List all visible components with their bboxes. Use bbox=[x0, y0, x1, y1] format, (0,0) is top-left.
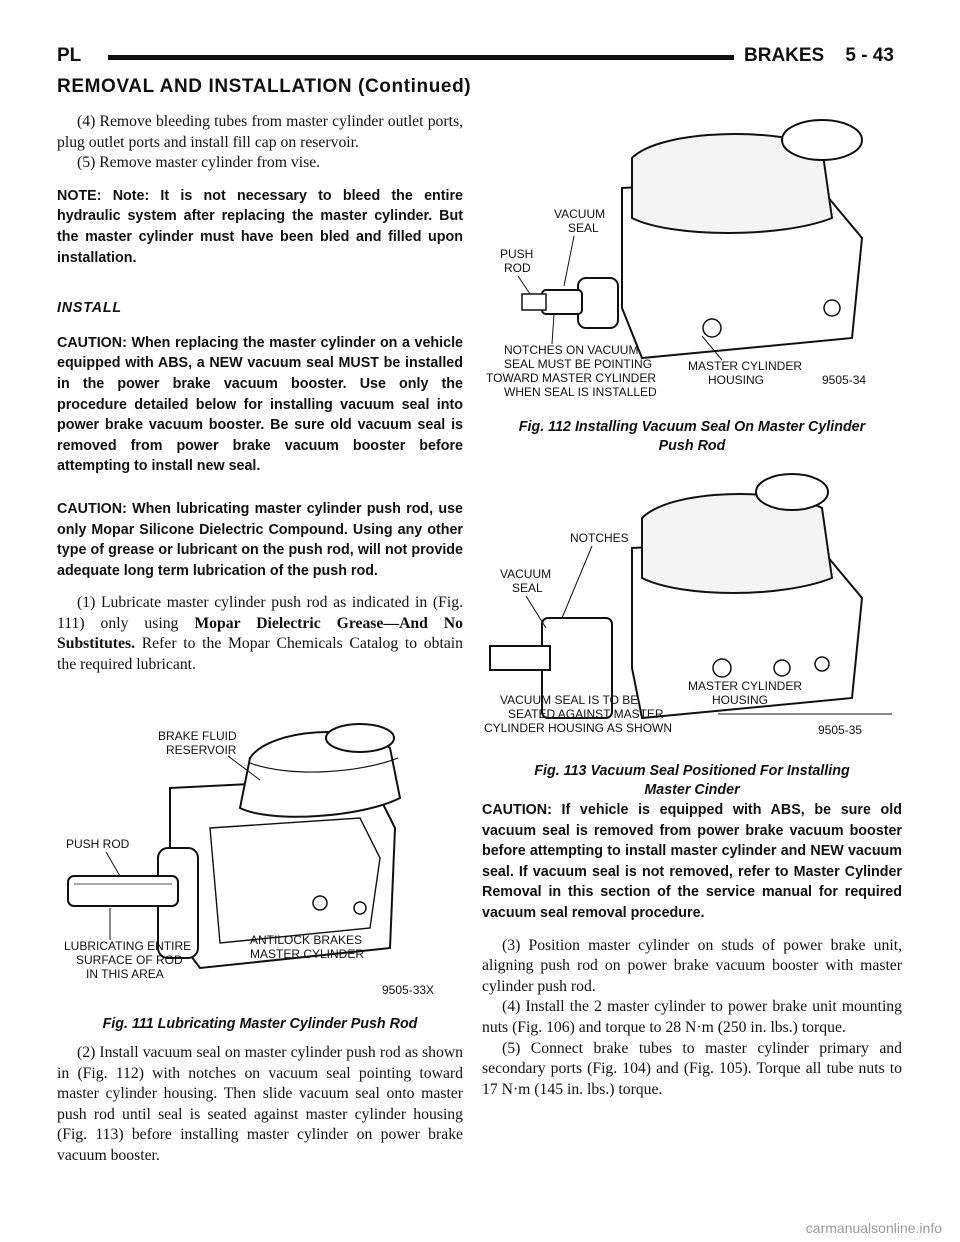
caution-lubricating: CAUTION: When lubricating master cylinder push rod, use only Mopar Silicone Dielectric Compound. Using any other type of grease or lubricant on the push rod, will not provide adequate long term lubrication of the push rod. bbox=[57, 500, 463, 579]
label-housing: HOUSING bbox=[712, 693, 769, 707]
label-seal: SEAL bbox=[568, 221, 599, 235]
label-antilock-1: ANTILOCK BRAKES bbox=[250, 933, 363, 947]
watermark: carmanualsonline.info bbox=[805, 1220, 942, 1236]
caption-fig-111: Fig. 111 Lubricating Master Cylinder Push Rod bbox=[102, 1016, 418, 1032]
note-bleeding: NOTE: Note: It is not necessary to bleed the entire hydraulic system after replacing the master cylinder. But the master cylinder must have been bled and filled upon installation. bbox=[57, 187, 463, 266]
left-column-lower bbox=[57, 1043, 463, 1167]
section-title: REMOVAL AND INSTALLATION (Continued) bbox=[57, 76, 472, 97]
label-vacuum: VACUUM bbox=[500, 567, 552, 581]
caution-vacuum-seal: CAUTION: When replacing the master cylinder on a vehicle equipped with ABS, a NEW vacuum seal MUST be installed in the power brake vacuum booster. Use only the procedure detailed below for installing vacuum seal into power brake vacuum booster. Be sure old vacuum seal is removed from power brake vacuum booster before attempting to install new seal. bbox=[57, 334, 463, 475]
label-seal: SEAL bbox=[512, 581, 543, 595]
label-lubricating-2: SURFACE OF ROD bbox=[76, 953, 183, 967]
step-1-text-a: (1) Lubricate master cylinder push rod as indicated in (Fig. 111) only using bbox=[57, 594, 463, 632]
caption-fig-113-line-1: Fig. 113 Vacuum Seal Positioned For Installing bbox=[534, 763, 850, 779]
step-5-connect-tubes: (5) Connect brake tubes to master cylinder primary and secondary ports (Fig. 104) and (Fig. 105). Torque all tube nuts to 17 N·m (145 in. lbs.) torque. bbox=[482, 1039, 902, 1098]
step-4-install-nuts: (4) Install the 2 master cylinder to power brake unit mounting nuts (Fig. 106) and torque to 28 N·m (250 in. lbs.) torque. bbox=[482, 998, 902, 1036]
label-brake-fluid: BRAKE FLUID bbox=[158, 729, 237, 743]
header-rule bbox=[108, 55, 734, 60]
paragraph-remove-bleeding-tubes: (4) Remove bleeding tubes from master cylinder outlet ports, plug outlet ports and install fill cap on reservoir. bbox=[57, 113, 463, 151]
step-1-bold: Mopar Dielectric Grease—And No Substitutes. bbox=[57, 614, 463, 653]
label-housing: HOUSING bbox=[708, 373, 765, 387]
caption-fig-112 bbox=[482, 418, 902, 456]
figure-code-113: 9505-35 bbox=[818, 723, 863, 737]
label-notches: NOTCHES bbox=[570, 531, 629, 545]
label-master-cylinder: MASTER CYLINDER bbox=[688, 359, 803, 373]
label-seated-1: VACUUM SEAL IS TO BE bbox=[500, 693, 639, 707]
master-cylinder-push-rod-illustration bbox=[60, 718, 460, 1010]
caption-fig-113-line-2: Master Cinder bbox=[644, 782, 740, 798]
label-rod: ROD bbox=[504, 261, 531, 275]
figure-112 bbox=[482, 108, 902, 414]
label-seated-3: CYLINDER HOUSING AS SHOWN bbox=[484, 721, 673, 735]
step-2-install-seal: (2) Install vacuum seal on master cylinder push rod as shown in (Fig. 112) with notches on vacuum seal pointing toward master cylinder housing. Then slide vacuum seal onto master push rod until seal is seated against master cylinder housing (Fig. 113) before installing master cylinder on power brake vacuum booster. bbox=[57, 1044, 463, 1164]
install-heading: INSTALL bbox=[57, 300, 122, 317]
label-seated-2: SEATED AGAINST MASTER bbox=[508, 707, 664, 721]
header-page-ref: BRAKES 5 - 43 bbox=[744, 45, 894, 66]
label-lubricating-1: LUBRICATING ENTIRE bbox=[64, 939, 192, 953]
label-notches-2: SEAL MUST BE POINTING bbox=[504, 357, 653, 371]
left-column bbox=[57, 112, 463, 676]
figure-111 bbox=[60, 718, 460, 1010]
caption-fig-112-line-2: Push Rod bbox=[658, 438, 726, 454]
label-reservoir: RESERVOIR bbox=[166, 743, 237, 757]
label-push-rod: PUSH ROD bbox=[66, 837, 130, 851]
figure-113 bbox=[482, 468, 902, 758]
figure-code-112: 9505-34 bbox=[822, 373, 867, 387]
label-antilock-2: MASTER CYLINDER bbox=[250, 947, 365, 961]
label-notches-1: NOTCHES ON VACUUM bbox=[504, 343, 639, 357]
caution-abs-seal: CAUTION: If vehicle is equipped with ABS, be sure old vacuum seal is removed from power brake vacuum booster before attempting to install master cylinder and NEW vacuum seal. If vacuum seal is not removed, refer to Master Cylinder Removal in this section of the service manual for required vacuum seal removal procedure. bbox=[482, 802, 902, 921]
step-1-text-b: Refer to the Mopar Chemicals Catalog to obtain the required lubricant. bbox=[57, 635, 463, 674]
paragraph-remove-from-vise: (5) Remove master cylinder from vise. bbox=[77, 154, 321, 172]
vacuum-seal-positioned-illustration bbox=[482, 468, 902, 758]
caption-fig-113 bbox=[482, 762, 902, 800]
label-vacuum: VACUUM bbox=[554, 207, 606, 221]
label-master-cylinder: MASTER CYLINDER bbox=[688, 679, 803, 693]
header-section-code: PL bbox=[57, 45, 82, 66]
label-lubricating-3: IN THIS AREA bbox=[86, 967, 164, 981]
caption-fig-112-line-1: Fig. 112 Installing Vacuum Seal On Master Cylinder bbox=[518, 419, 866, 435]
label-push: PUSH bbox=[500, 247, 534, 261]
figure-code-111: 9505-33X bbox=[382, 983, 435, 997]
vacuum-seal-on-push-rod-illustration bbox=[482, 108, 902, 414]
step-3-position: (3) Position master cylinder on studs of power brake unit, aligning push rod on power brake vacuum booster with master cylinder push rod. bbox=[482, 936, 902, 995]
label-notches-4: WHEN SEAL IS INSTALLED bbox=[504, 385, 657, 399]
step-1-lubricate bbox=[57, 593, 463, 675]
label-notches-3: TOWARD MASTER CYLINDER bbox=[486, 371, 657, 385]
right-column bbox=[482, 800, 902, 1100]
